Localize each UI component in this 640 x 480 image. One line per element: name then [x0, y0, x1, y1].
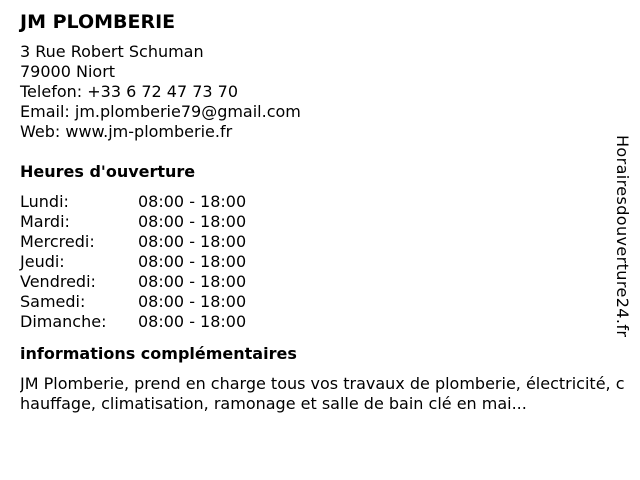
email-line: Email: jm.plomberie79@gmail.com — [20, 102, 301, 121]
hours-row-monday — [20, 192, 610, 212]
day-label: Mardi: — [20, 212, 70, 231]
time-range: 08:00 - 18:00 — [138, 312, 247, 331]
time-range: 08:00 - 18:00 — [138, 212, 247, 231]
day-label: Jeudi: — [20, 252, 65, 271]
day-label: Vendredi: — [20, 272, 96, 291]
opening-hours-table — [20, 192, 610, 332]
day-label: Samedi: — [20, 292, 86, 311]
day-label: Lundi: — [20, 192, 69, 211]
day-label: Mercredi: — [20, 232, 95, 251]
time-range: 08:00 - 18:00 — [138, 232, 247, 251]
hours-row-friday — [20, 272, 610, 292]
phone-line: Telefon: +33 6 72 47 73 70 — [20, 82, 239, 101]
time-range: 08:00 - 18:00 — [138, 272, 247, 291]
day-label: Dimanche: — [20, 312, 107, 331]
hours-row-sunday — [20, 312, 610, 332]
hours-row-wednesday — [20, 232, 610, 252]
opening-hours-heading: Heures d'ouverture — [20, 162, 196, 181]
time-range: 08:00 - 18:00 — [138, 192, 247, 211]
address-line-2: 79000 Niort — [20, 62, 116, 81]
time-range: 08:00 - 18:00 — [138, 252, 247, 271]
web-line: Web: www.jm-plomberie.fr — [20, 122, 233, 141]
additional-info-text: JM Plomberie, prend en charge tous vos travaux de plomberie, électricité, chauffage, climatisation, ramonage et salle de bain clé en mai... — [20, 374, 625, 413]
business-name: JM PLOMBERIE — [20, 11, 176, 33]
site-watermark: Horairesdouverture24.fr — [613, 135, 632, 338]
hours-row-thursday — [20, 252, 610, 272]
hours-row-tuesday — [20, 212, 610, 232]
additional-info-heading: informations complémentaires — [20, 344, 297, 363]
address-line-1: 3 Rue Robert Schuman — [20, 42, 204, 61]
hours-row-saturday — [20, 292, 610, 312]
time-range: 08:00 - 18:00 — [138, 292, 247, 311]
